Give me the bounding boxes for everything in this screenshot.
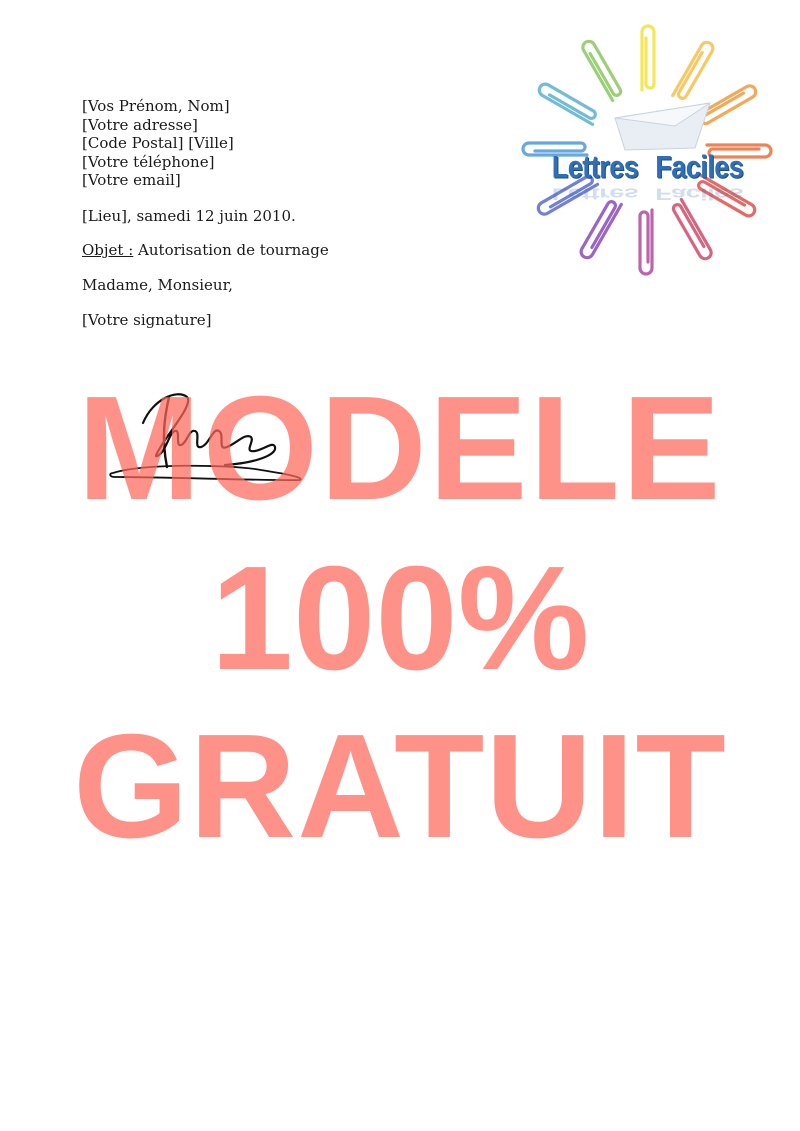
paperclip-icon	[673, 40, 715, 101]
paperclip-icon	[581, 39, 623, 100]
watermark-line-1: MODELE	[77, 366, 723, 531]
sender-name: [Vos Prénom, Nom]	[82, 97, 230, 115]
watermark-line-2: 100%	[210, 536, 590, 701]
signature-placeholder: [Votre signature]	[82, 311, 212, 329]
object-text: Autorisation de tournage	[133, 241, 329, 259]
lettres-faciles-logo	[515, 18, 780, 283]
sender-city: [Code Postal] [Ville]	[82, 134, 234, 153]
handwritten-signature	[105, 385, 310, 490]
logo-text-reflection: Lettres Faciles	[551, 184, 744, 203]
sender-phone: [Votre téléphone]	[82, 152, 215, 171]
paperclip-icon	[537, 82, 598, 124]
paperclip-icon	[579, 198, 621, 259]
paperclip-icon	[671, 199, 713, 260]
paperclip-icon	[642, 26, 654, 90]
sender-address: [Votre adresse]	[82, 115, 198, 134]
salutation: Madame, Monsieur,	[82, 276, 233, 294]
logo-text: Lettres Faciles	[551, 149, 744, 185]
date-line: [Lieu], samedi 12 juin 2010.	[82, 207, 296, 225]
paperclip-icon	[640, 210, 652, 274]
object-label: Objet :	[82, 241, 134, 259]
sender-block	[82, 97, 234, 190]
watermark-line-3: GRATUIT	[73, 704, 727, 869]
object-line	[82, 241, 329, 259]
sender-email: [Votre email]	[82, 171, 181, 190]
